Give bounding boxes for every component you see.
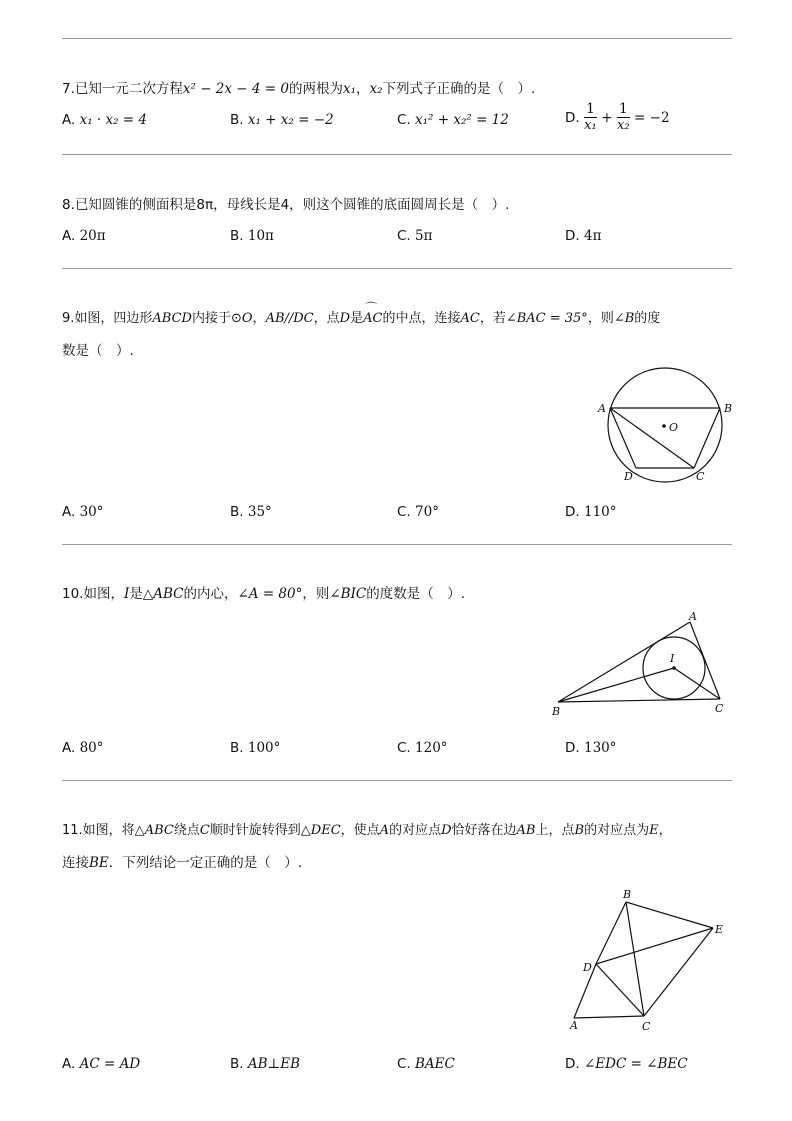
option-text: 120° bbox=[415, 740, 448, 756]
q11-line2-b: ．下列结论一定正确的是（ ）. bbox=[108, 855, 303, 871]
q9-text-3: ， bbox=[252, 311, 266, 326]
q10-i: I bbox=[123, 586, 130, 602]
q9-text-8: ，则 bbox=[587, 311, 614, 326]
q9-text-5: 是 bbox=[350, 311, 364, 326]
q11-text-6: 恰好落在边 bbox=[451, 823, 517, 838]
q9-point-d: D bbox=[339, 311, 351, 326]
q7-mid: 的两根为 bbox=[288, 81, 343, 97]
label-i: I bbox=[670, 652, 675, 665]
q8-option-d[interactable] bbox=[565, 228, 601, 244]
question-9-stem bbox=[62, 301, 732, 334]
q11-text-7: 上，点 bbox=[535, 823, 575, 838]
option-letter: A. bbox=[62, 1056, 76, 1072]
label-d: D bbox=[583, 961, 592, 974]
q9-text-6: 的中点，连接 bbox=[382, 311, 461, 326]
option-letter: D. bbox=[565, 110, 580, 126]
option-text: 4π bbox=[583, 228, 602, 244]
option-letter: B. bbox=[230, 1056, 244, 1072]
q9-text-9: 的度 bbox=[634, 311, 661, 326]
label-e: E bbox=[715, 923, 724, 936]
option-letter: C. bbox=[397, 112, 411, 128]
q9-quad: ABCD bbox=[152, 311, 192, 326]
option-letter: B. bbox=[230, 504, 244, 520]
label-b: B bbox=[623, 888, 632, 901]
q9-ac: AC bbox=[460, 311, 480, 326]
q11-b: B bbox=[574, 823, 585, 838]
option-letter: B. bbox=[230, 228, 244, 244]
option-text: 80° bbox=[79, 740, 104, 756]
q10-text-5: 的度数是（ ）. bbox=[366, 586, 466, 602]
option-text: BAEC bbox=[415, 1056, 455, 1072]
q10-option-b[interactable] bbox=[230, 740, 280, 756]
q11-line2-a: 连接 bbox=[62, 855, 89, 871]
q7-option-a[interactable] bbox=[62, 112, 147, 128]
q9-angle-b: ∠B bbox=[613, 311, 635, 326]
q7-suffix: 下列式子正确的是（ ）. bbox=[382, 81, 536, 97]
center-point-o bbox=[662, 424, 666, 428]
q11-be: BE bbox=[89, 855, 109, 871]
arc-mark-icon: ⌒ bbox=[365, 301, 378, 315]
segment-bi bbox=[558, 668, 674, 702]
q7-root1: x₁ bbox=[342, 81, 357, 97]
label-b: B bbox=[552, 705, 561, 718]
label-a: A bbox=[570, 1019, 578, 1032]
q11-text-2: 绕点 bbox=[173, 823, 200, 838]
divider-q7-q8 bbox=[62, 154, 732, 155]
label-a: A bbox=[598, 402, 606, 415]
option-text: AC = AD bbox=[79, 1056, 141, 1072]
frac2-numerator: 1 bbox=[618, 101, 628, 117]
q11-option-d[interactable] bbox=[565, 1056, 688, 1072]
q7-prefix: 7.已知一元二次方程 bbox=[62, 81, 183, 97]
q11-text-8: 的对应点为 bbox=[584, 823, 650, 838]
q10-text-3: 的内心， bbox=[183, 586, 238, 602]
divider-top bbox=[62, 38, 732, 39]
label-c: C bbox=[715, 702, 724, 715]
q9-text-2: 内接于⊙ bbox=[191, 311, 242, 326]
question-7-stem bbox=[62, 74, 732, 104]
q7-option-c[interactable] bbox=[397, 112, 509, 128]
option-text: AB⊥EB bbox=[247, 1056, 301, 1072]
option-rhs: = −2 bbox=[634, 110, 670, 126]
q9-parallel: AB//DC bbox=[265, 311, 314, 326]
question-8-stem: 8.已知圆锥的侧面积是8π，母线长是4，则这个圆锥的底面圆周长是（ ）. bbox=[62, 197, 510, 213]
option-text: 35° bbox=[247, 504, 272, 520]
option-text: 130° bbox=[583, 740, 617, 756]
q11-text-5: 的对应点 bbox=[389, 823, 442, 838]
option-text: 30° bbox=[79, 504, 104, 520]
q8-option-c[interactable] bbox=[397, 228, 432, 244]
q10-text-2: 是△ bbox=[129, 586, 154, 602]
q10-option-c[interactable] bbox=[397, 740, 448, 756]
option-letter: C. bbox=[397, 228, 411, 244]
q10-bic: ∠BIC bbox=[329, 586, 367, 602]
q11-c: C bbox=[199, 823, 210, 838]
option-text: x₁ + x₂ = −2 bbox=[247, 112, 334, 128]
segment-db bbox=[596, 902, 626, 964]
segment-be bbox=[626, 902, 713, 928]
option-letter: D. bbox=[565, 740, 580, 756]
question-11-stem-line2 bbox=[62, 848, 732, 878]
q7-equation: x² − 2x − 4 = 0 bbox=[182, 81, 289, 97]
q10-text-4: ，则 bbox=[302, 586, 330, 602]
option-text: 70° bbox=[415, 504, 439, 520]
q9-option-b[interactable] bbox=[230, 504, 272, 520]
frac1-numerator: 1 bbox=[585, 101, 595, 117]
q8-option-b[interactable] bbox=[230, 228, 274, 244]
question-10-stem bbox=[62, 579, 732, 609]
q7-option-d[interactable] bbox=[565, 102, 670, 134]
option-letter: D. bbox=[565, 504, 580, 520]
label-a: A bbox=[689, 610, 697, 623]
q10-angle-a: ∠A = 80° bbox=[237, 586, 303, 602]
option-letter: C. bbox=[397, 504, 411, 520]
q10-option-a[interactable] bbox=[62, 740, 104, 756]
q11-text-4: ，使点 bbox=[340, 823, 380, 838]
q11-dec: DEC bbox=[310, 823, 341, 838]
q9-figure bbox=[590, 362, 740, 487]
option-text: ∠EDC = ∠BEC bbox=[583, 1056, 688, 1072]
segment-de bbox=[596, 928, 713, 964]
frac2-denominator: x₂ bbox=[617, 118, 630, 133]
option-letter: C. bbox=[397, 1056, 411, 1072]
q9-option-a[interactable] bbox=[62, 504, 104, 520]
q9-option-c[interactable] bbox=[397, 504, 439, 520]
q11-text-1: 11.如图，将△ bbox=[62, 823, 145, 838]
incenter-point bbox=[672, 666, 676, 670]
segment-ca bbox=[574, 1016, 644, 1018]
plus-sign: + bbox=[601, 110, 613, 126]
question-9-stem-line2: 数是（ ）. bbox=[62, 343, 134, 359]
q7-sep: ， bbox=[356, 81, 370, 97]
segment-ic bbox=[674, 668, 720, 699]
label-d: D bbox=[624, 470, 633, 483]
q11-abc: ABC bbox=[144, 823, 174, 838]
q10-abc: ABC bbox=[153, 586, 184, 602]
q7-option-b[interactable] bbox=[230, 112, 334, 128]
label-c: C bbox=[642, 1020, 651, 1033]
divider-q9-q10 bbox=[62, 544, 732, 545]
q9-arc: AC ⌒ bbox=[363, 304, 382, 334]
segment-cb bbox=[558, 699, 720, 702]
q11-ab: AB bbox=[516, 823, 536, 838]
option-letter: B. bbox=[230, 112, 244, 128]
option-text: 5π bbox=[415, 228, 433, 244]
option-letter: D. bbox=[565, 228, 580, 244]
option-letter: B. bbox=[230, 740, 244, 756]
segment-ac bbox=[690, 622, 720, 699]
q10-option-d[interactable] bbox=[565, 740, 617, 756]
frac1-denominator: x₁ bbox=[584, 118, 597, 133]
option-text: 100° bbox=[247, 740, 281, 756]
option-text: x₁ · x₂ = 4 bbox=[79, 112, 148, 128]
q7-root2: x₂ bbox=[369, 81, 383, 97]
option-letter: D. bbox=[565, 1056, 580, 1072]
q11-figure bbox=[560, 882, 735, 1034]
question-11-stem bbox=[62, 816, 732, 846]
q11-option-b[interactable] bbox=[230, 1056, 300, 1072]
fraction-1 bbox=[584, 102, 597, 134]
option-text: 20π bbox=[79, 228, 106, 244]
segment-ec bbox=[644, 928, 713, 1016]
q11-text-9: ， bbox=[658, 823, 672, 838]
q11-a: A bbox=[379, 823, 390, 838]
q9-option-d[interactable] bbox=[565, 504, 617, 520]
q11-option-a[interactable] bbox=[62, 1056, 140, 1072]
option-letter: A. bbox=[62, 228, 76, 244]
option-letter: A. bbox=[62, 740, 76, 756]
option-letter: A. bbox=[62, 112, 76, 128]
divider-q8-q9 bbox=[62, 268, 732, 269]
q10-text-1: 10.如图， bbox=[62, 586, 124, 602]
option-letter: C. bbox=[397, 740, 411, 756]
q11-text-3: 顺时针旋转得到△ bbox=[209, 823, 311, 838]
q9-text-7: ，若 bbox=[479, 311, 506, 326]
label-o: O bbox=[669, 421, 679, 434]
segment-bc bbox=[694, 408, 720, 468]
q9-angle: ∠BAC = 35° bbox=[505, 311, 588, 326]
q11-option-c[interactable] bbox=[397, 1056, 455, 1072]
fraction-2 bbox=[617, 102, 630, 134]
label-b: B bbox=[724, 402, 733, 415]
q11-e: E bbox=[649, 823, 659, 838]
q8-option-a[interactable] bbox=[62, 228, 106, 244]
q11-d: D bbox=[441, 823, 452, 838]
q9-circle: O bbox=[241, 311, 253, 326]
q9-text-4: ，点 bbox=[313, 311, 340, 326]
label-c: C bbox=[696, 470, 705, 483]
option-letter: A. bbox=[62, 504, 76, 520]
option-text: x₁² + x₂² = 12 bbox=[415, 112, 509, 128]
divider-q10-q11 bbox=[62, 780, 732, 781]
q10-figure bbox=[545, 608, 735, 720]
option-text: 10π bbox=[247, 228, 274, 244]
option-text: 110° bbox=[583, 504, 617, 520]
q9-text-1: 9.如图，四边形 bbox=[62, 311, 153, 326]
